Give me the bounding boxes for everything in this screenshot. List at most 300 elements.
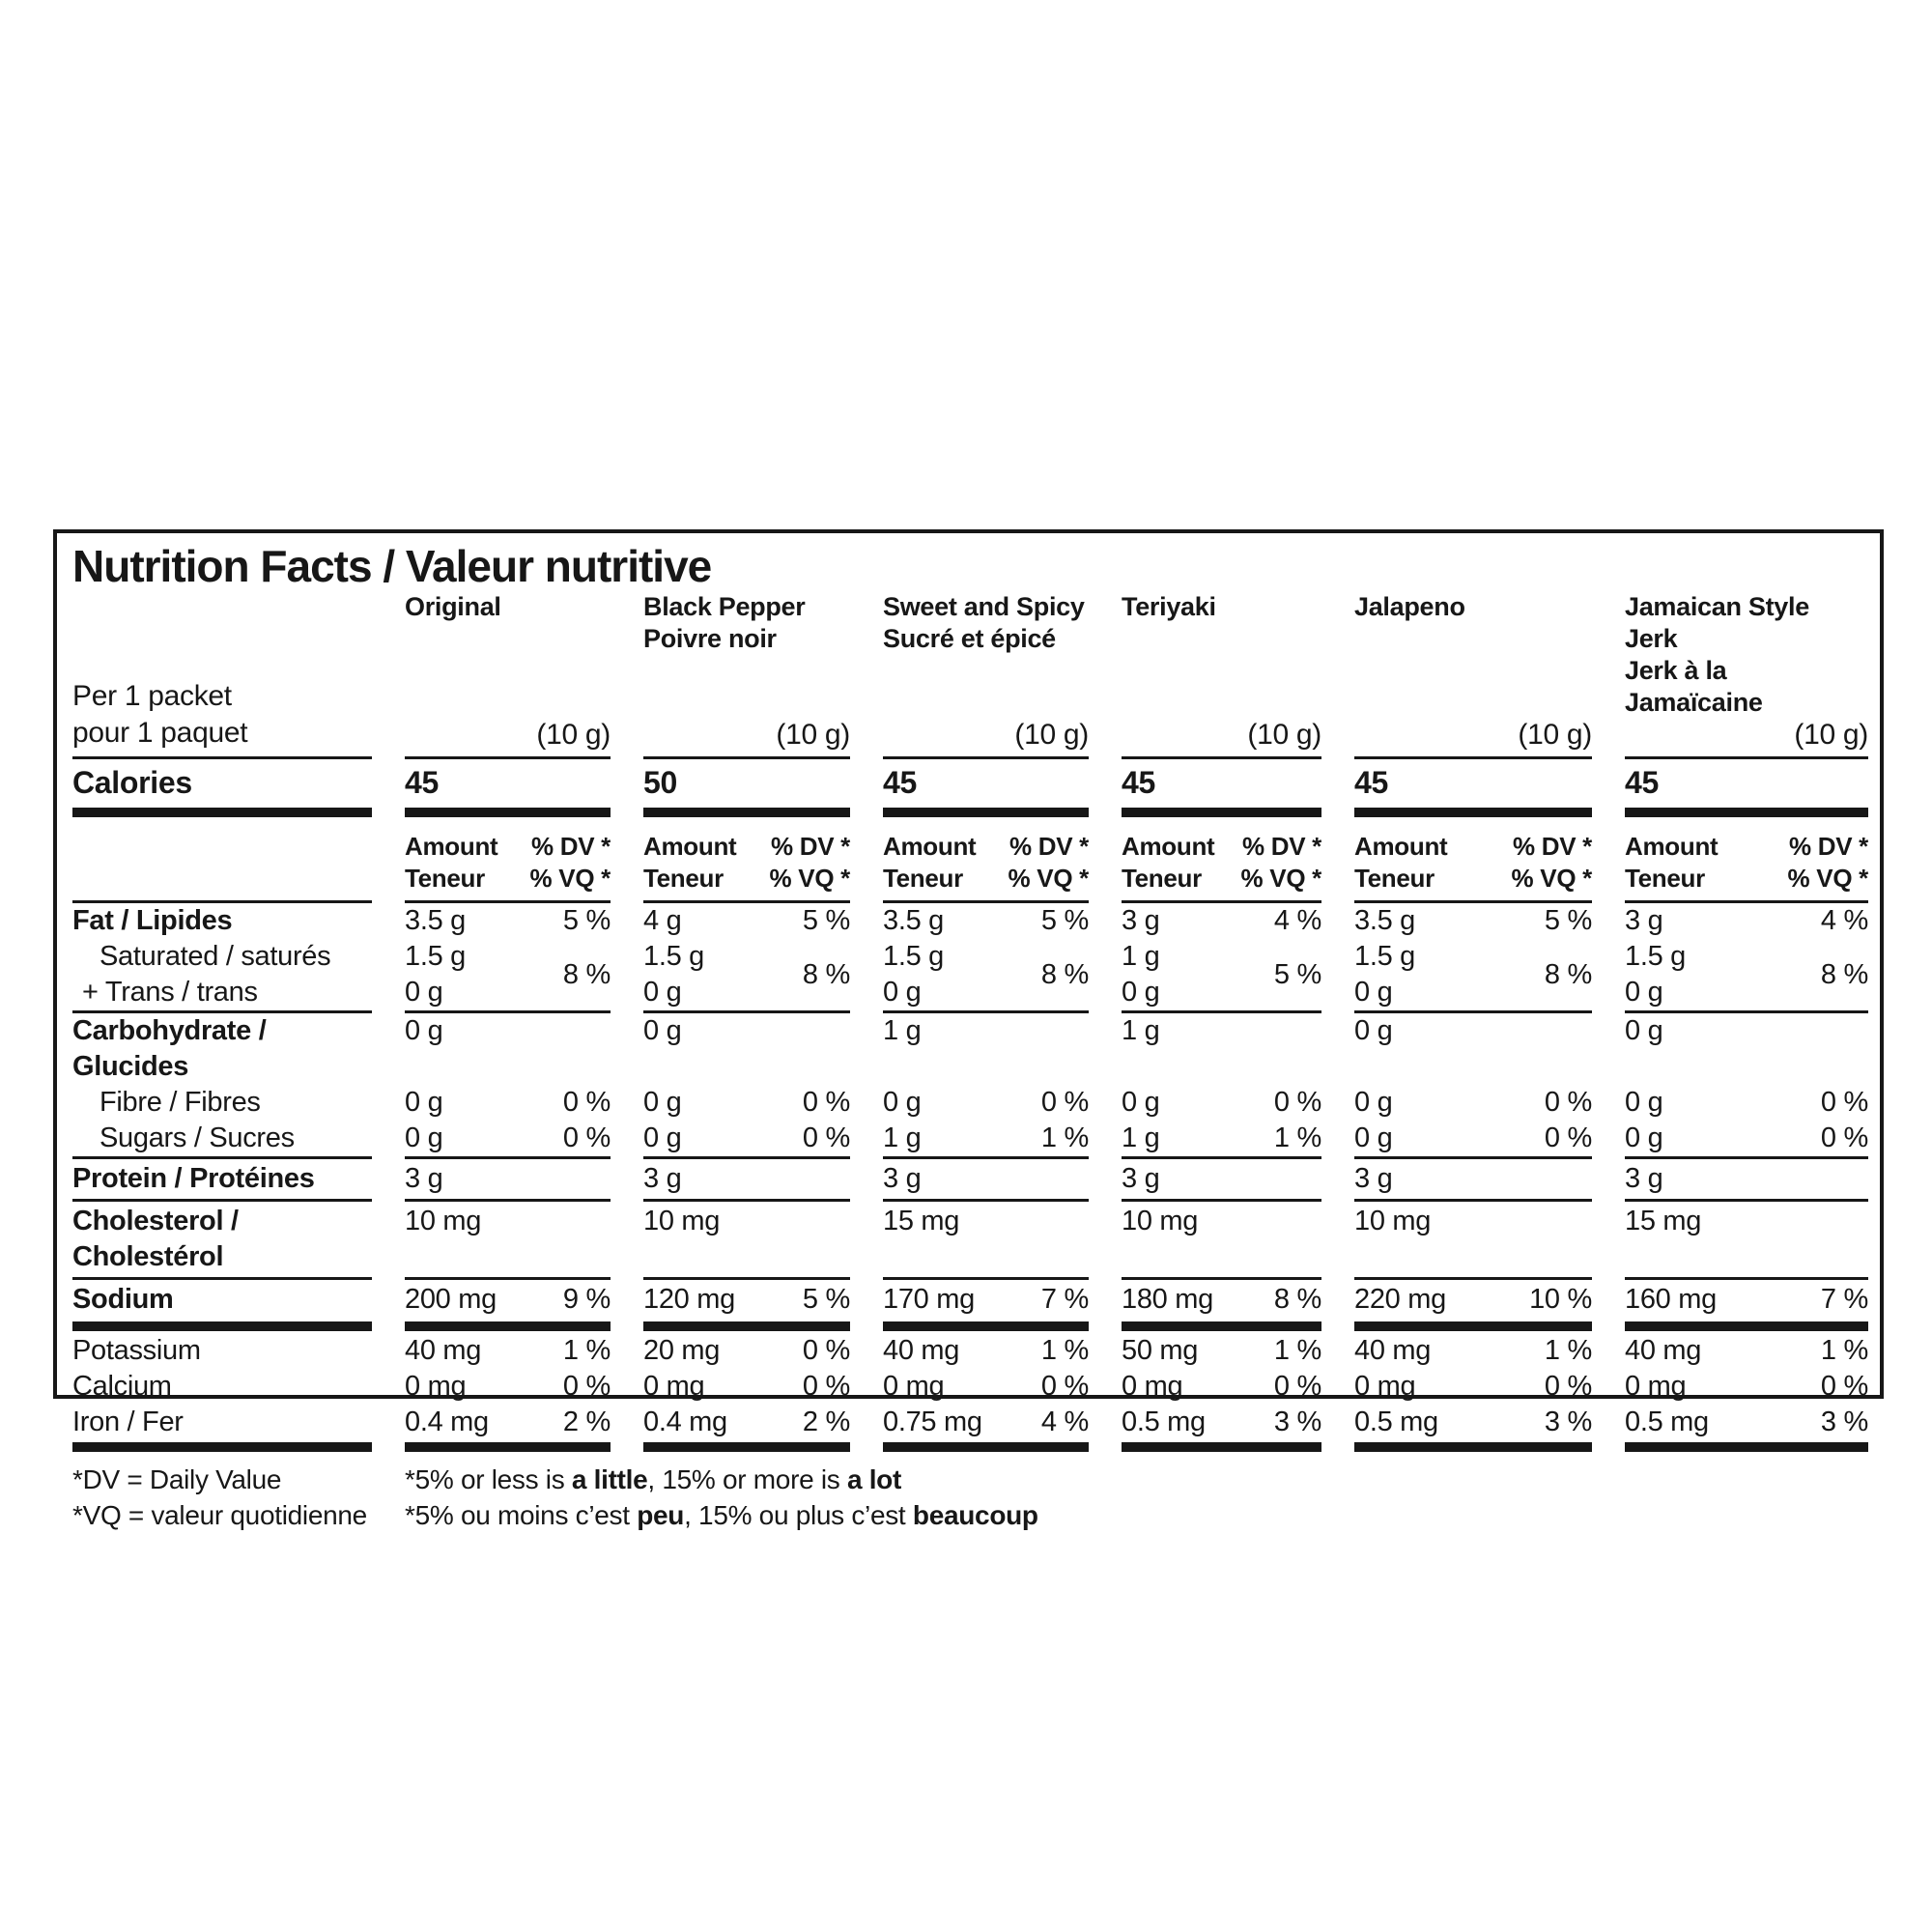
row-label-sodium: Sodium (72, 1284, 174, 1315)
row-label-saturated-trans (72, 939, 372, 1013)
saturated-trans-amounts (1122, 939, 1159, 1010)
table-cell-protein (405, 1159, 611, 1202)
flavor-name: Teriyaki (1122, 592, 1216, 621)
divider-bar (405, 808, 611, 817)
calories-value: 45 (1625, 765, 1659, 800)
cholesterol-amount: 15 mg (1625, 1206, 1702, 1236)
table-cell-iron (1122, 1405, 1321, 1440)
calcium-dv: 0 % (1040, 1371, 1089, 1402)
amount-header-dv-fr: % VQ * (769, 864, 850, 893)
row-label-saturated: Saturated / saturés (99, 941, 331, 972)
fibre-dv: 0 % (802, 1087, 850, 1118)
calcium-dv: 0 % (562, 1371, 611, 1402)
iron-amount: 0.5 mg (1625, 1406, 1709, 1437)
nutrition-facts-panel (53, 529, 1884, 1530)
table-cell-fat (883, 903, 1089, 939)
fn-en-1: a little (571, 1464, 648, 1494)
table-cell-sugars (1625, 1121, 1868, 1159)
sugars-dv: 0 % (802, 1122, 850, 1153)
row-label-fibre: Fibre / Fibres (99, 1087, 261, 1118)
table-cell-cholesterol (1122, 1202, 1321, 1280)
divider-bar (883, 1442, 1089, 1452)
table-cell-carb (1625, 1013, 1868, 1085)
divider-bar (1354, 1321, 1592, 1331)
iron-dv: 3 % (1273, 1406, 1321, 1437)
table-cell-carb (1354, 1013, 1592, 1085)
fn-fr-0: *5% ou moins c’est (405, 1500, 638, 1530)
flavor-name-fr: Poivre noir (643, 624, 777, 653)
row-label-trans: + Trans / trans (82, 977, 258, 1008)
table-cell-potassium (643, 1333, 850, 1369)
iron-amount: 0.4 mg (405, 1406, 489, 1437)
amount-header-amount-fr: Teneur (643, 864, 724, 893)
divider-bar (72, 1321, 372, 1331)
iron-amount: 0.5 mg (1122, 1406, 1206, 1437)
fat-amount: 3.5 g (405, 905, 466, 936)
footnote-dv-scale-fr (405, 1497, 1868, 1533)
carb-amount: 1 g (1122, 1015, 1160, 1046)
serving-weight: (10 g) (776, 719, 850, 751)
sugars-dv: 0 % (562, 1122, 611, 1153)
saturated-trans-dv: 8 % (562, 958, 611, 990)
fat-dv: 5 % (562, 905, 611, 936)
table-cell-fat (1354, 903, 1592, 939)
amount-header-line2 (1354, 863, 1592, 895)
fat-amount: 4 g (643, 905, 682, 936)
saturated-trans-dv: 8 % (1544, 958, 1592, 990)
sugars-amount: 0 g (643, 1122, 682, 1153)
cholesterol-amount: 10 mg (405, 1206, 482, 1236)
divider-bar (1625, 1442, 1868, 1452)
iron-amount: 0.5 mg (1354, 1406, 1438, 1437)
amount-header-dv-en: % DV * (1241, 832, 1321, 861)
table-cell-iron (1625, 1405, 1868, 1440)
fat-amount: 3 g (1625, 905, 1663, 936)
divider-bar (1122, 1321, 1321, 1331)
flavor-header (643, 591, 850, 759)
iron-dv: 2 % (562, 1406, 611, 1437)
fn-fr-1: peu (637, 1500, 685, 1530)
sugars-amount: 0 g (1625, 1122, 1663, 1153)
amount-header (1625, 819, 1868, 903)
table-cell-sodium (1354, 1280, 1592, 1320)
table-cell-potassium (883, 1333, 1089, 1369)
calcium-amount: 0 mg (883, 1371, 945, 1402)
sugars-dv: 0 % (1820, 1122, 1868, 1153)
amount-header-dv-fr: % VQ * (1008, 864, 1089, 893)
divider-bar (72, 808, 372, 817)
saturated-trans-amounts (405, 939, 466, 1010)
footnote-dv-scale-en (405, 1462, 1868, 1497)
fibre-dv: 0 % (1544, 1087, 1592, 1118)
cholesterol-amount: 10 mg (1354, 1206, 1432, 1236)
table-cell-carb (1122, 1013, 1321, 1085)
table-cell-saturated-trans (405, 939, 611, 1013)
amount-header-amount-en: Amount (1625, 832, 1719, 861)
cholesterol-amount: 10 mg (643, 1206, 721, 1236)
table-cell-carb (643, 1013, 850, 1085)
potassium-amount: 40 mg (883, 1335, 960, 1366)
iron-dv: 3 % (1544, 1406, 1592, 1437)
calcium-amount: 0 mg (1625, 1371, 1687, 1402)
protein-amount: 3 g (1625, 1163, 1663, 1194)
fibre-dv: 0 % (562, 1087, 611, 1118)
divider-bar (72, 1442, 372, 1452)
potassium-amount: 40 mg (1625, 1335, 1702, 1366)
calories-value: 45 (405, 765, 439, 800)
amount-header-line1 (405, 831, 611, 863)
table-cell-carb (883, 1013, 1089, 1085)
footnote-definitions (72, 1462, 372, 1533)
table-cell-potassium (405, 1333, 611, 1369)
row-label-protein: Protein / Protéines (72, 1159, 372, 1202)
protein-amount: 3 g (1354, 1163, 1393, 1194)
table-cell-saturated-trans (1625, 939, 1868, 1013)
divider-bar (1354, 1442, 1592, 1452)
table-cell-calcium (1625, 1369, 1868, 1405)
amount-header-amount-en: Amount (883, 832, 977, 861)
table-cell-sodium (643, 1280, 850, 1320)
saturated-amount: 1 g (1122, 941, 1160, 972)
sodium-amount: 160 mg (1625, 1284, 1717, 1315)
trans-amount: 0 g (1625, 977, 1663, 1008)
sodium-dv: 9 % (562, 1284, 611, 1315)
serving-weight: (10 g) (1518, 719, 1592, 751)
table-cell-protein (1354, 1159, 1592, 1202)
amount-header-dv-en: % DV * (1788, 832, 1868, 861)
table-cell-sugars (1122, 1121, 1321, 1159)
table-cell-fibre (1354, 1085, 1592, 1121)
divider-bar (1625, 1321, 1868, 1331)
table-cell-sodium (1625, 1280, 1868, 1320)
trans-amount: 0 g (883, 977, 922, 1008)
flavor-name: Jalapeno (1354, 592, 1465, 621)
serving-weight: (10 g) (1794, 719, 1868, 751)
table-cell-fibre (1625, 1085, 1868, 1121)
fibre-amount: 0 g (1354, 1087, 1393, 1118)
fat-dv: 5 % (802, 905, 850, 936)
saturated-trans-dv: 8 % (802, 958, 850, 990)
saturated-trans-dv: 8 % (1040, 958, 1089, 990)
fat-amount: 3.5 g (1354, 905, 1415, 936)
carb-amount: 0 g (643, 1015, 682, 1046)
table-cell-iron (643, 1405, 850, 1440)
fibre-amount: 0 g (1122, 1087, 1160, 1118)
amount-header-dv-fr: % VQ * (1787, 864, 1868, 893)
fat-dv: 4 % (1273, 905, 1321, 936)
divider-bar (883, 808, 1089, 817)
sodium-dv: 5 % (802, 1284, 850, 1315)
panel-title: Nutrition Facts / Valeur nutritive (72, 541, 712, 591)
sugars-dv: 0 % (1544, 1122, 1592, 1153)
amount-header-line2 (1625, 863, 1868, 895)
flavor-header (405, 591, 611, 759)
amount-header-dv-en: % DV * (530, 832, 611, 861)
table-cell-iron (1354, 1405, 1592, 1440)
fat-dv: 5 % (1040, 905, 1089, 936)
table-cell-sugars (883, 1121, 1089, 1159)
flavor-name-fr: Sucré et épicé (883, 624, 1056, 653)
amount-header (643, 819, 850, 903)
amount-header-line1 (1354, 831, 1592, 863)
footnote-scales (405, 1462, 1868, 1533)
serving-size (72, 591, 372, 759)
amount-header-line1 (1122, 831, 1321, 863)
sodium-amount: 170 mg (883, 1284, 975, 1315)
flavor-header (883, 591, 1089, 759)
iron-dv: 4 % (1040, 1406, 1089, 1437)
sodium-dv: 10 % (1529, 1284, 1592, 1315)
flavor-name: Sweet and Spicy (883, 592, 1085, 621)
calories-value: 45 (883, 765, 917, 800)
saturated-trans-amounts (1625, 939, 1686, 1010)
amount-header-dv-fr: % VQ * (1511, 864, 1592, 893)
sugars-amount: 0 g (1354, 1122, 1393, 1153)
trans-amount: 0 g (1354, 977, 1393, 1008)
nutrition-table (72, 591, 1868, 1533)
amount-header-line2 (405, 863, 611, 895)
carb-amount: 0 g (405, 1015, 443, 1046)
footnotes (72, 1454, 1868, 1533)
saturated-trans-amounts (883, 939, 944, 1010)
amount-header (1122, 819, 1321, 903)
divider-bar (883, 1321, 1089, 1331)
fn-en-2: , 15% or more is (647, 1464, 847, 1494)
table-cell-saturated-trans (1122, 939, 1321, 1013)
protein-amount: 3 g (1122, 1163, 1160, 1194)
fat-amount: 3 g (1122, 905, 1160, 936)
potassium-amount: 40 mg (1354, 1335, 1432, 1366)
serving-size-en: Per 1 packet (72, 680, 232, 712)
fn-fr-3: beaucoup (912, 1500, 1038, 1530)
table-cell-protein (883, 1159, 1089, 1202)
flavor-name-fr: Jerk à la Jamaïcaine (1625, 656, 1763, 717)
amount-header-line2 (1122, 863, 1321, 895)
amount-header-amount-fr: Teneur (1354, 864, 1435, 893)
table-cell-sodium (405, 1280, 611, 1320)
table-cell-sugars (643, 1121, 850, 1159)
table-cell-calcium (1354, 1369, 1592, 1405)
flavor-header (1354, 591, 1592, 759)
amount-header-dv-fr: % VQ * (1240, 864, 1321, 893)
fibre-amount: 0 g (1625, 1087, 1663, 1118)
fibre-amount: 0 g (643, 1087, 682, 1118)
table-cell-calcium (1122, 1369, 1321, 1405)
divider-bar (643, 808, 850, 817)
potassium-dv: 1 % (1040, 1335, 1089, 1366)
sugars-amount: 0 g (405, 1122, 443, 1153)
trans-amount: 0 g (1122, 977, 1160, 1008)
sugars-amount: 1 g (883, 1122, 922, 1153)
table-cell-sodium (1122, 1280, 1321, 1320)
saturated-trans-dv: 5 % (1273, 958, 1321, 990)
potassium-dv: 1 % (1820, 1335, 1868, 1366)
amount-header-line1 (883, 831, 1089, 863)
sodium-dv: 7 % (1040, 1284, 1089, 1315)
potassium-dv: 1 % (1273, 1335, 1321, 1366)
table-cell-sugars (1354, 1121, 1592, 1159)
carb-amount: 0 g (1354, 1015, 1393, 1046)
cholesterol-amount: 15 mg (883, 1206, 960, 1236)
protein-amount: 3 g (405, 1163, 443, 1194)
divider-bar (405, 1321, 611, 1331)
row-label-sugars: Sugars / Sucres (72, 1121, 372, 1159)
calcium-dv: 0 % (1273, 1371, 1321, 1402)
flavor-name: Black Pepper (643, 592, 806, 621)
table-cell-protein (643, 1159, 850, 1202)
sodium-amount: 200 mg (405, 1284, 497, 1315)
protein-amount: 3 g (883, 1163, 922, 1194)
amount-header (1354, 819, 1592, 903)
flavor-header (1122, 591, 1321, 759)
iron-dv: 2 % (802, 1406, 850, 1437)
fn-en-0: *5% or less is (405, 1464, 572, 1494)
divider-bar (1122, 808, 1321, 817)
table-cell-fibre (883, 1085, 1089, 1121)
table-cell-carb (405, 1013, 611, 1085)
sodium-amount: 120 mg (643, 1284, 735, 1315)
sugars-amount: 1 g (1122, 1122, 1160, 1153)
fibre-dv: 0 % (1820, 1087, 1868, 1118)
saturated-amount: 1.5 g (405, 941, 466, 972)
calories-label: Calories (72, 765, 192, 800)
saturated-trans-dv: 8 % (1820, 958, 1868, 990)
amount-header-line1 (643, 831, 850, 863)
calories-value: 45 (1354, 765, 1388, 800)
table-cell-protein (1122, 1159, 1321, 1202)
divider-bar (643, 1321, 850, 1331)
calcium-dv: 0 % (1820, 1371, 1868, 1402)
table-cell-cholesterol (883, 1202, 1089, 1280)
amount-header-amount-fr: Teneur (405, 864, 485, 893)
trans-amount: 0 g (405, 977, 443, 1008)
amount-header-dv-fr: % VQ * (529, 864, 611, 893)
table-cell-cholesterol (405, 1202, 611, 1280)
cholesterol-amount: 10 mg (1122, 1206, 1199, 1236)
amount-header-amount-fr: Teneur (883, 864, 963, 893)
saturated-amount: 1.5 g (643, 941, 704, 972)
fibre-amount: 0 g (883, 1087, 922, 1118)
fn-en-3: a lot (846, 1464, 902, 1494)
calcium-amount: 0 mg (1122, 1371, 1183, 1402)
calcium-amount: 0 mg (1354, 1371, 1416, 1402)
divider-bar (1354, 808, 1592, 817)
amount-header-dv-en: % DV * (1512, 832, 1592, 861)
potassium-dv: 0 % (802, 1335, 850, 1366)
flavor-name: Jamaican Style Jerk (1625, 592, 1809, 653)
calcium-amount: 0 mg (405, 1371, 467, 1402)
row-label-fat: Fat / Lipides (72, 905, 233, 936)
amount-header-amount-fr: Teneur (1625, 864, 1705, 893)
protein-amount: 3 g (643, 1163, 682, 1194)
table-cell-calcium (883, 1369, 1089, 1405)
serving-weight: (10 g) (1247, 719, 1321, 751)
footnote-vq-definition: *VQ = valeur quotidienne (72, 1500, 367, 1530)
sodium-amount: 220 mg (1354, 1284, 1446, 1315)
amount-header-amount-fr: Teneur (1122, 864, 1202, 893)
amount-header (883, 819, 1089, 903)
table-cell-iron (405, 1405, 611, 1440)
iron-dv: 3 % (1820, 1406, 1868, 1437)
potassium-amount: 20 mg (643, 1335, 721, 1366)
table-cell-potassium (1625, 1333, 1868, 1369)
row-label-cholesterol: Cholesterol / Cholestérol (72, 1202, 372, 1280)
serving-weight: (10 g) (536, 719, 611, 751)
row-label-potassium: Potassium (72, 1335, 201, 1366)
serving-size-fr: pour 1 paquet (72, 717, 248, 749)
table-cell-sodium (883, 1280, 1089, 1320)
table-cell-saturated-trans (1354, 939, 1592, 1013)
table-cell-saturated-trans (883, 939, 1089, 1013)
saturated-trans-amounts (1354, 939, 1415, 1010)
iron-amount: 0.4 mg (643, 1406, 727, 1437)
amount-header-amount-en: Amount (1354, 832, 1448, 861)
amount-header (405, 819, 611, 903)
sodium-dv: 7 % (1820, 1284, 1868, 1315)
table-cell-protein (1625, 1159, 1868, 1202)
trans-amount: 0 g (643, 977, 682, 1008)
saturated-amount: 1.5 g (1625, 941, 1686, 972)
calcium-dv: 0 % (802, 1371, 850, 1402)
table-cell-fibre (405, 1085, 611, 1121)
serving-weight: (10 g) (1014, 719, 1089, 751)
table-cell-fibre (643, 1085, 850, 1121)
table-cell-fat (1122, 903, 1321, 939)
table-cell-fat (1625, 903, 1868, 939)
table-cell-cholesterol (643, 1202, 850, 1280)
amount-header-line1 (1625, 831, 1868, 863)
divider-bar (643, 1442, 850, 1452)
table-cell-iron (883, 1405, 1089, 1440)
row-label-calcium: Calcium (72, 1371, 172, 1402)
table-cell-cholesterol (1625, 1202, 1868, 1280)
table-cell-potassium (1354, 1333, 1592, 1369)
divider-bar (405, 1442, 611, 1452)
calcium-dv: 0 % (1544, 1371, 1592, 1402)
fn-fr-2: , 15% ou plus c’est (684, 1500, 913, 1530)
fibre-amount: 0 g (405, 1087, 443, 1118)
table-cell-calcium (643, 1369, 850, 1405)
iron-amount: 0.75 mg (883, 1406, 982, 1437)
calcium-amount: 0 mg (643, 1371, 705, 1402)
saturated-trans-amounts (643, 939, 704, 1010)
potassium-amount: 40 mg (405, 1335, 482, 1366)
fat-dv: 5 % (1544, 905, 1592, 936)
sodium-dv: 8 % (1273, 1284, 1321, 1315)
flavor-name: Original (405, 592, 501, 621)
fat-amount: 3.5 g (883, 905, 944, 936)
carb-amount: 0 g (1625, 1015, 1663, 1046)
sodium-amount: 180 mg (1122, 1284, 1213, 1315)
flavor-header (1625, 591, 1868, 759)
saturated-amount: 1.5 g (1354, 941, 1415, 972)
potassium-amount: 50 mg (1122, 1335, 1199, 1366)
carb-amount: 1 g (883, 1015, 922, 1046)
divider-bar (1122, 1442, 1321, 1452)
sugars-dv: 1 % (1273, 1122, 1321, 1153)
calories-value: 50 (643, 765, 677, 800)
row-label-carb: Carbohydrate / Glucides (72, 1015, 267, 1082)
table-cell-calcium (405, 1369, 611, 1405)
sugars-dv: 1 % (1040, 1122, 1089, 1153)
amount-header-dv-en: % DV * (770, 832, 850, 861)
divider-bar (1625, 808, 1868, 817)
amount-header-line2 (643, 863, 850, 895)
table-cell-fibre (1122, 1085, 1321, 1121)
row-label-iron: Iron / Fer (72, 1406, 184, 1437)
fibre-dv: 0 % (1273, 1087, 1321, 1118)
potassium-dv: 1 % (1544, 1335, 1592, 1366)
